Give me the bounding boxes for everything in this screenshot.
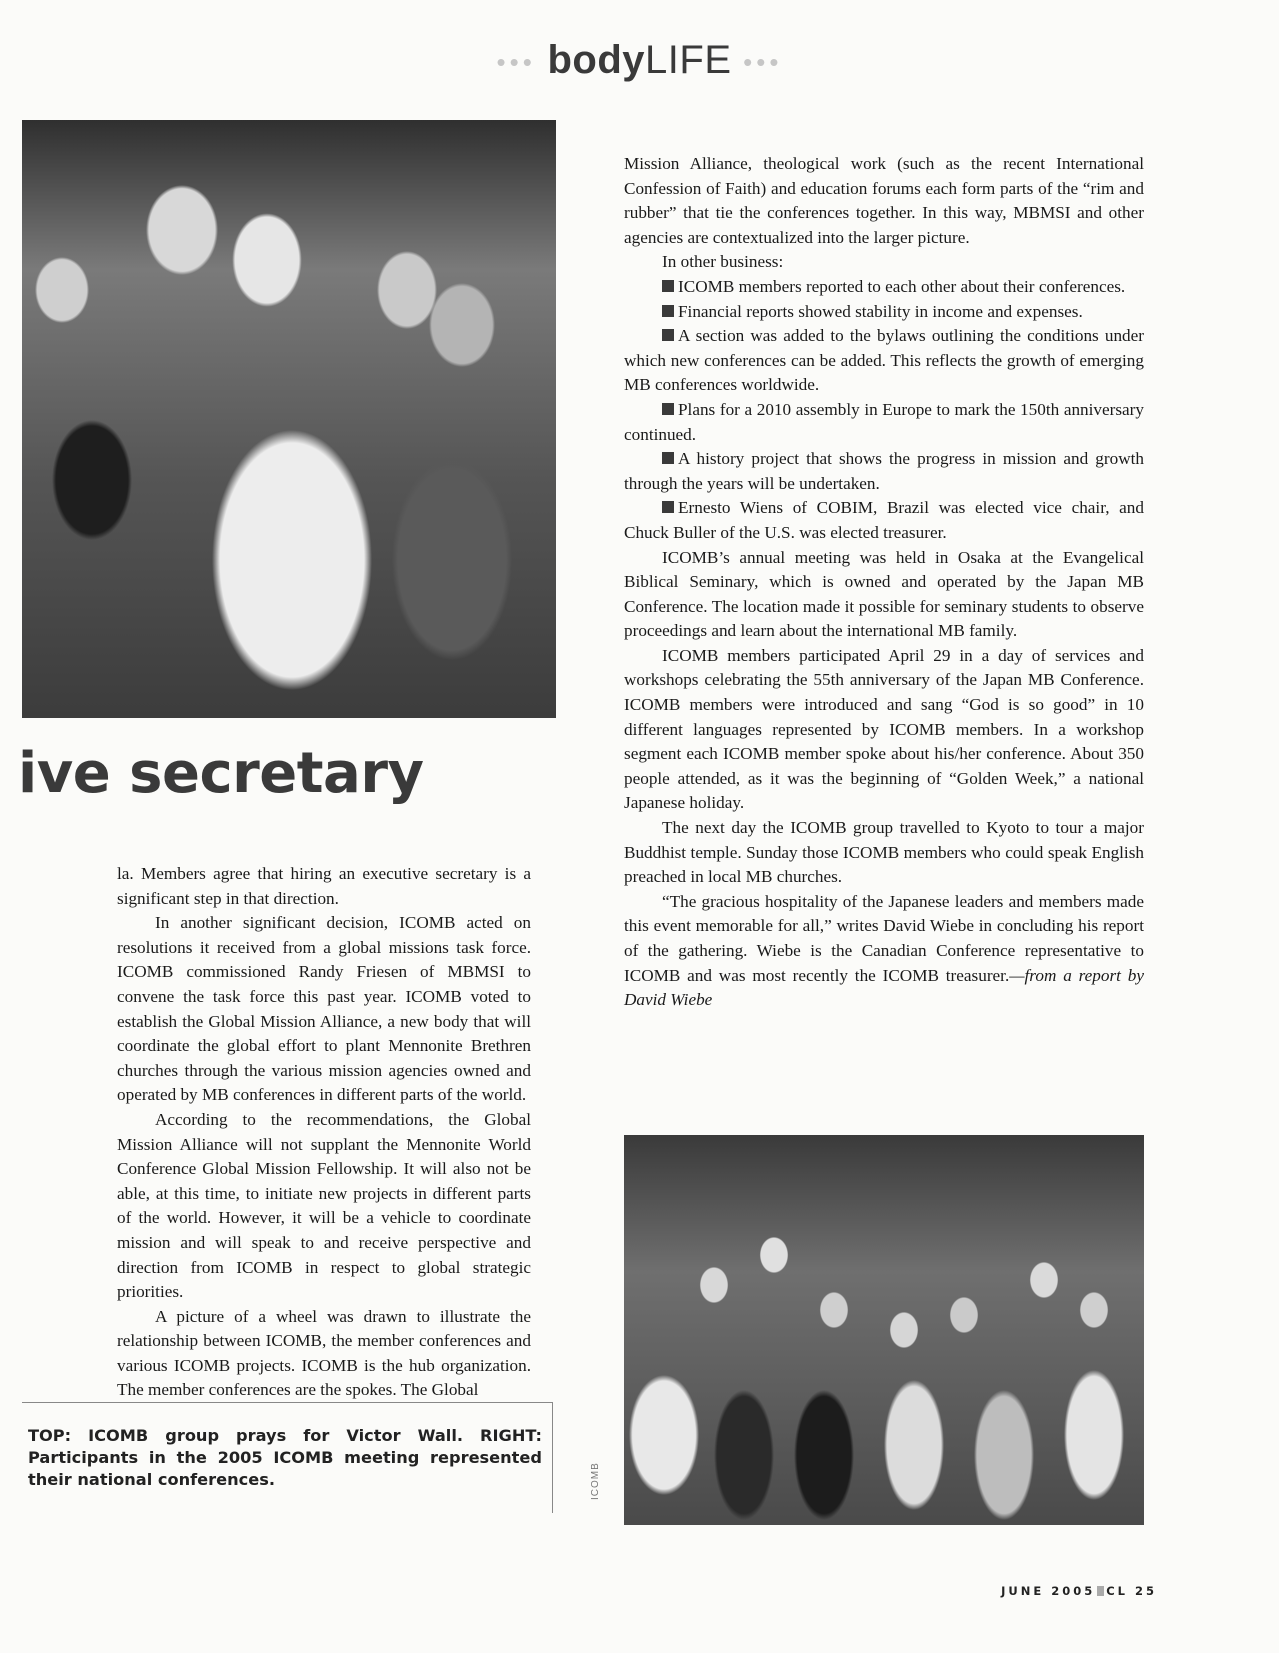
right-paragraph: ICOMB members participated April 29 in a day of services and workshops celebrating the 55th anniversary of the Japan MB Conference. ICOMB members were introduced and sang “God is so good” in 10 different languages represented by ICOMB members. In a workshop segment each ICOMB member spoke about his/her conference. About 350 people attended, as it was the beginning of “Golden Week,” a national Japanese holiday. [624,645,1144,813]
header-dots-right: ••• [743,46,783,77]
other-business-label: In other business: [662,252,784,272]
square-bullet-icon [662,403,674,415]
bullet-item: Financial reports showed stability in income and expenses. [624,300,1144,325]
photo-caption: TOP: ICOMB group prays for Victor Wall. RIGHT: Participants in the 2005 ICOMB meeting represented their national conferences. [28,1426,542,1489]
left-paragraph: A picture of a wheel was drawn to illustrate the relationship between ICOMB, the member conferences and various ICOMB projects. ICOMB is the hub organization. The member conferences are the spokes. The Global [117,1306,531,1400]
section-header [0,38,1279,83]
bottom-photo-group-participants [624,1135,1144,1525]
header-dots-left: ••• [496,46,536,77]
header-body-word: body [547,38,646,82]
photo-credit: ICOMB [590,1462,601,1500]
byline: —from a report by David Wiebe [624,965,1144,1010]
bullet-item: Plans for a 2010 assembly in Europe to mark the 150th anniversary continued. [624,399,1144,444]
right-paragraph: The next day the ICOMB group travelled to Kyoto to tour a major Buddhist temple. Sunday those ICOMB members who could speak English preached in local MB churches. [624,818,1144,887]
page-footer [1001,1584,1157,1598]
left-paragraph: According to the recommendations, the Global Mission Alliance will not supplant the Mennonite World Conference Global Mission Fellowship. It will also not be able, at this time, to initiate new projects in different parts of the world. However, it will be a vehicle to coordinate mission and will speak to and receive perspective and direction from ICOMB in respect to global strategic priorities. [117,1109,531,1302]
bullet-item: A section was added to the bylaws outlining the conditions under which new conferences can be added. This reflects the growth of emerging MB conferences worldwide. [624,326,1144,395]
header-life-word: LIFE [645,38,732,82]
right-paragraph: ICOMB’s annual meeting was held in Osaka at the Evangelical Biblical Seminary, which is owned and operated by the Japan MB Conference. The location made it possible for seminary students to observe proceedings and learn about the international MB family. [624,547,1144,641]
left-column [117,862,531,1403]
left-paragraph: In another significant decision, ICOMB acted on resolutions it received from a global missions task force. ICOMB commissioned Randy Friesen of MBMSI to convene the task force this past year. ICOMB voted to establish the Global Mission Alliance, a new body that will coordinate the global effort to plant Mennonite Brethren churches through the various mission agencies owned and operated by MB conferences in different parts of the world. [117,913,531,1105]
left-paragraph: la. Members agree that hiring an executive secretary is a significant step in that direction. [117,864,531,908]
square-bullet-icon [662,305,674,317]
right-paragraph: “The gracious hospitality of the Japanese leaders and members made this event memorable for all,” writes David Wiebe in concluding his report of the gathering. Wiebe is the Canadian Conference representative to ICOMB and was most recently the ICOMB treasurer.—from a report by David Wiebe [624,891,1144,1010]
headline: ive secretary [18,741,424,806]
footer-date: JUNE 2005 [1001,1584,1096,1598]
bullet-item: ICOMB members reported to each other about their conferences. [624,275,1144,300]
square-bullet-icon [662,280,674,292]
bullet-item: Ernesto Wiens of COBIM, Brazil was elected vice chair, and Chuck Buller of the U.S. was elected treasurer. [624,498,1144,542]
top-photo-group-praying [22,120,556,718]
square-bullet-icon [662,501,674,513]
footer-page: CL 25 [1106,1584,1157,1598]
right-paragraph-intro: Mission Alliance, theological work (such as the recent International Confession of Faith) and education forums each form parts of the “rim and rubber” that tie the conferences together. In this way, MBMSI and other agencies are contextualized into the larger picture. [624,154,1144,247]
right-column [624,152,1144,1013]
square-bullet-icon [662,452,674,464]
bullet-item: A history project that shows the progress in mission and growth through the years will be undertaken. [624,449,1144,493]
footer-separator-icon [1097,1586,1104,1596]
square-bullet-icon [662,329,674,341]
